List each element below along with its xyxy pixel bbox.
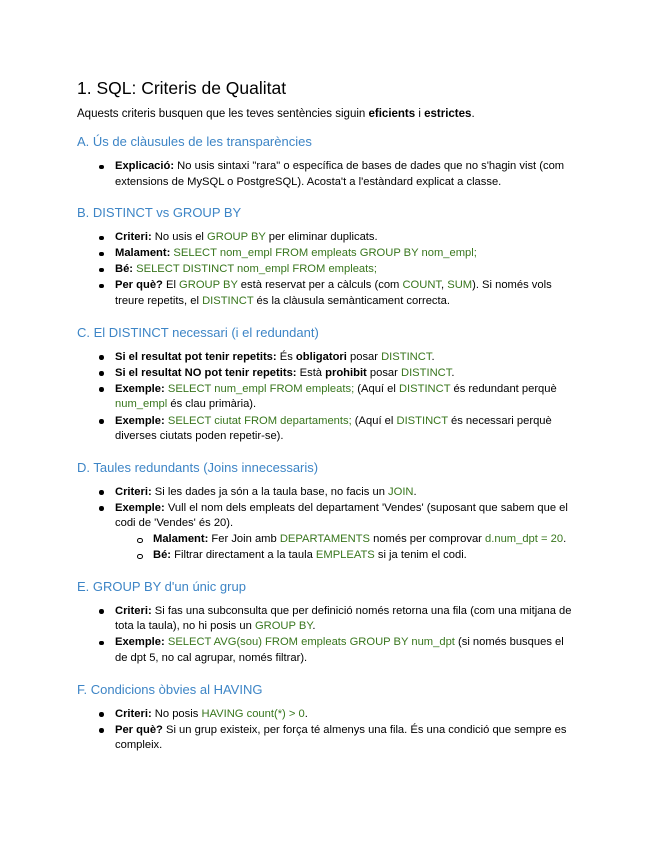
item-label: Criteri: [115,604,152,617]
list-item [115,707,577,723]
code-snippet: num_empl [115,398,168,411]
code-snippet: EMPLEATS [315,549,375,562]
list-item [115,414,577,445]
code-snippet: GROUP BY [179,279,238,292]
item-text: . [431,350,435,363]
item-text: per eliminar duplicats. [265,231,378,244]
intro-paragraph [77,107,577,122]
item-bold-text: prohibit [325,366,367,379]
code-snippet: SELECT DISTINCT nom_empl FROM empleats; [133,263,377,276]
item-text: posar [366,366,401,379]
item-text: (Aquí el [351,414,397,427]
item-text: És [276,350,296,363]
list-item [115,230,577,246]
code-snippet: SELECT nom_empl FROM empleats GROUP BY nom_empl; [170,247,477,260]
section-heading-e: E. GROUP BY d'un únic grup [77,578,246,594]
section-heading-f: F. Condicions òbvies al HAVING [77,681,263,697]
list-item [115,262,577,278]
code-snippet: COUNT [402,279,442,292]
intro-text: Aquests criteris busquen que les teves sentències siguin [77,108,369,120]
item-text: ). Si només vols treure repetits, el [115,279,552,308]
item-label: Si el resultat NO pot tenir repetits: [115,366,297,379]
item-label: Per què? [115,279,163,292]
intro-bold-strict: estrictes [424,108,472,120]
intro-bold-efficient: eficients [368,108,416,120]
section-heading-d: D. Taules redundants (Joins innecessaris) [77,459,319,475]
section-list-b [77,230,577,309]
item-label: Criteri: [115,231,152,244]
item-label: Exemple: [115,414,165,427]
code-snippet: DISTINCT [202,295,254,308]
item-text: és la clàusula semànticament correcta. [253,295,450,308]
list-item [115,382,577,413]
item-label: Per què? [115,723,163,736]
item-text: , [441,279,448,292]
code-snippet: DISTINCT [396,414,448,427]
list-item [115,635,577,666]
intro-text: . [471,108,475,120]
section-list-c [77,350,577,445]
page-title: 1. SQL: Criteris de Qualitat [77,78,287,98]
code-snippet: DEPARTAMENTS [279,533,370,545]
list-item [115,501,577,564]
item-text: Si fas una subconsulta que per definició només retorna una fila (com una mitjana de tota la taula), no hi posis un [115,604,572,633]
section-heading-a: A. Ús de clàusules de les transparències [77,134,312,149]
section-list-d [77,485,577,564]
item-text: No posis [151,707,202,720]
code-snippet: GROUP BY [207,231,266,244]
item-text: és clau primària). [167,398,257,411]
item-text: Si un grup existeix, per força té almenys una fila. És una condició que sempre es compleix. [115,723,567,752]
code-snippet: SUM [447,279,473,292]
item-text: si ja tenim el codi. [374,549,467,562]
item-label: Exemple: [115,382,165,395]
code-snippet: GROUP BY [254,620,313,633]
list-item [115,246,577,262]
code-snippet: SELECT num_empl FROM empleats; [164,382,355,395]
item-label: Exemple: [115,636,165,649]
item-text: només per comprovar [369,533,486,545]
item-text: Si les dades ja són a la taula base, no facis un [151,485,389,498]
item-text: Està [296,366,326,379]
code-snippet: HAVING count(*) > 0 [201,707,305,720]
code-snippet: SELECT AVG(sou) FROM empleats GROUP BY num_dpt [164,636,455,649]
sub-list-item [153,532,577,548]
list-item [115,350,577,366]
item-label: Exemple: [115,501,165,514]
item-text: . [413,485,417,498]
item-text: posar [346,350,382,363]
item-text: Vull el nom dels empleats del departament 'Vendes' (suposant que sabem que el codi de 'Vendes' és 20). [115,501,568,530]
sub-list [115,532,577,564]
item-text: . [312,620,316,633]
section-heading-b: B. DISTINCT vs GROUP BY [77,205,242,221]
item-label: Malament: [153,533,209,545]
code-snippet: SELECT ciutat FROM departaments; [164,414,352,427]
item-label: Bé: [115,263,134,276]
section-list-e [77,604,577,667]
section-list-a [77,159,577,190]
code-snippet: d.num_dpt = 20 [485,533,564,545]
item-label: Criteri: [115,707,152,720]
item-bold-text: obligatori [295,350,347,363]
list-item [115,604,577,635]
list-item [115,366,577,382]
item-text: El [162,279,180,292]
item-text: No usis sintaxi "rara" o específica de bases de dades que no s'hagin vist (com extensions de MySQL o PostgreSQL). Acosta't a l'estàndard explicat a classe. [115,160,565,188]
item-text: és redundant perquè [450,382,557,395]
list-item [115,278,577,309]
item-text: Filtrar directament a la taula [171,549,316,562]
item-text: (si només busques el de dpt 5, no cal agrupar, només filtrar). [115,636,564,664]
item-text: és necessari perquè diverses ciutats poden repetir-se). [115,414,552,443]
item-label: Criteri: [115,485,152,498]
code-snippet: DISTINCT [381,350,432,363]
item-text: (Aquí el [354,382,399,395]
code-snippet: DISTINCT [400,366,452,379]
item-label: Si el resultat pot tenir repetits: [115,350,277,363]
document-page [77,78,577,769]
item-text: . [451,366,455,379]
item-text: No usis el [151,231,208,244]
item-text: està reservat per a càlculs (com [237,279,403,292]
item-label: Explicació: [115,160,175,172]
list-item [115,723,577,754]
list-item [115,485,577,501]
sub-list-item [153,548,577,564]
code-snippet: DISTINCT [398,382,451,395]
section-heading-c: C. El DISTINCT necessari (i el redundant) [77,324,319,340]
code-snippet: JOIN [388,485,414,498]
item-text: Fer Join amb [208,533,280,545]
item-text: . [304,707,308,720]
item-text: . [563,533,567,545]
section-list-f [77,707,577,754]
item-label: Bé: [153,549,172,562]
list-item [115,159,577,190]
intro-text: i [415,108,425,120]
item-label: Malament: [115,247,171,260]
